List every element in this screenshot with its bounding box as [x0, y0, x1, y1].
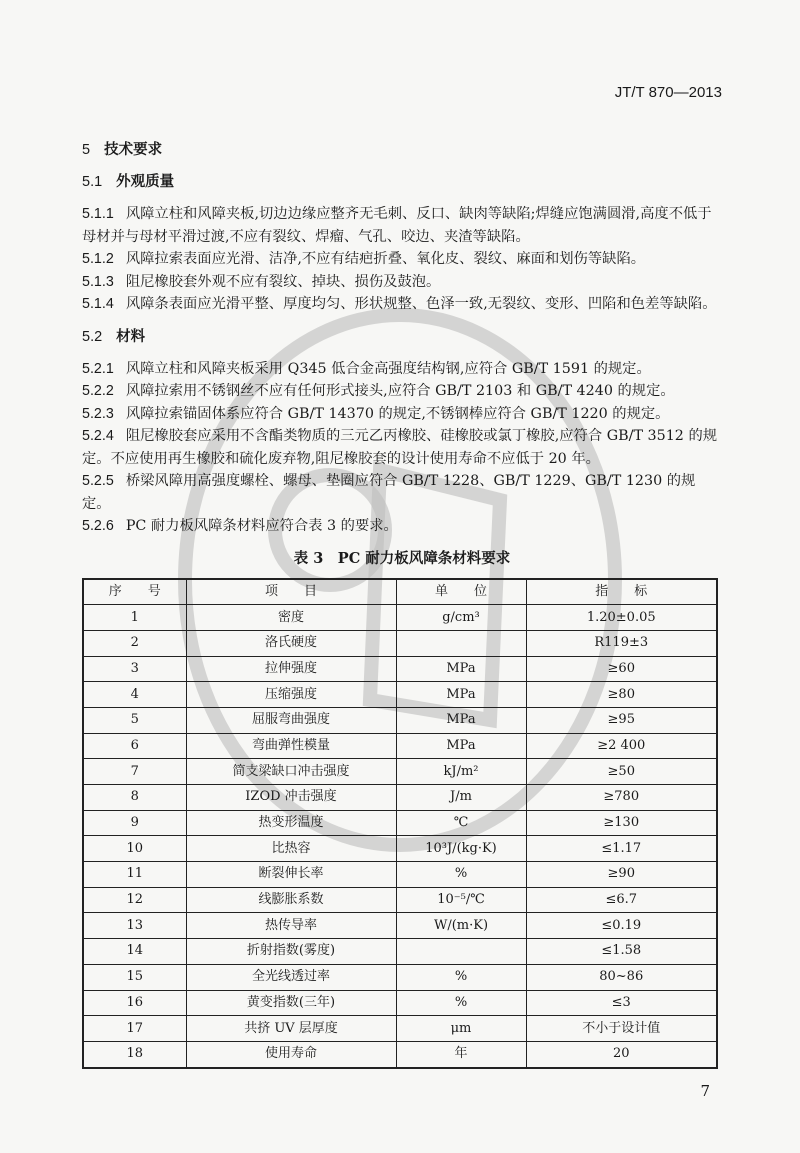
cell-spec: 20 [526, 1041, 717, 1067]
page-number: 7 [700, 1081, 710, 1100]
cell-spec: ≥2 400 [526, 733, 717, 759]
materials-table [82, 578, 718, 1069]
cell-spec: ≥95 [526, 707, 717, 733]
cell-item: 全光线透过率 [186, 964, 396, 990]
cell-unit: % [396, 862, 526, 888]
table-row [83, 682, 717, 708]
cell-no: 11 [83, 862, 186, 888]
cell-no: 4 [83, 682, 186, 708]
cell-unit: % [396, 964, 526, 990]
cell-spec: ≥90 [526, 862, 717, 888]
table-row [83, 913, 717, 939]
table-row [83, 964, 717, 990]
header-unit: 单 位 [396, 579, 526, 605]
table-row [83, 656, 717, 682]
cell-spec: 不小于设计值 [526, 1016, 717, 1042]
section-heading-5-1: 5.1 外观质量 [82, 173, 175, 190]
section-heading-5-2: 5.2 材料 [82, 327, 146, 345]
cell-unit: J/m [396, 785, 526, 811]
cell-no: 6 [83, 733, 186, 759]
header-item: 项 目 [186, 579, 396, 605]
cell-no: 5 [83, 707, 186, 733]
table-row [83, 630, 717, 656]
cell-no: 16 [83, 990, 186, 1016]
cell-unit: MPa [396, 682, 526, 708]
cell-no: 13 [83, 913, 186, 939]
cell-unit [396, 630, 526, 656]
cell-item: 屈服弯曲强度 [186, 707, 396, 733]
cell-no: 12 [83, 887, 186, 913]
cell-spec: ≤1.17 [526, 836, 717, 862]
cell-spec: ≥50 [526, 759, 717, 785]
cell-item: 断裂伸长率 [186, 862, 396, 888]
cell-no: 14 [83, 939, 186, 965]
cell-item: 热变形温度 [186, 810, 396, 836]
table-row [83, 836, 717, 862]
section-heading-5: 5 技术要求 [82, 141, 163, 158]
cell-no: 18 [83, 1041, 186, 1067]
clause: 5.2.6 PC 耐力板风障条材料应符合表 3 的要求。 [82, 518, 398, 534]
cell-unit: 10⁻⁵/℃ [396, 887, 526, 913]
cell-unit: MPa [396, 733, 526, 759]
table-row [83, 785, 717, 811]
cell-item: 压缩强度 [186, 682, 396, 708]
cell-unit: ℃ [396, 810, 526, 836]
cell-no: 3 [83, 656, 186, 682]
clause: 5.1.1 风障立柱和风障夹板,切边边缘应整齐无毛刺、反口、缺肉等缺陷;焊缝应饱满圆滑,高度不低于母材并与母材平滑过渡,不应有裂纹、焊瘤、气孔、咬边、夹渣等缺陷。 [82, 206, 712, 245]
cell-no: 15 [83, 964, 186, 990]
table-row [83, 939, 717, 965]
cell-spec: ≤1.58 [526, 939, 717, 965]
cell-spec: ≥130 [526, 810, 717, 836]
clause: 5.2.5 桥梁风障用高强度螺栓、螺母、垫圈应符合 GB/T 1228、GB/T 1229、GB/T 1230 的规定。 [82, 473, 696, 512]
cell-item: 热传导率 [186, 913, 396, 939]
header-no: 序 号 [83, 579, 186, 605]
cell-unit: kJ/m² [396, 759, 526, 785]
cell-spec: ≤3 [526, 990, 717, 1016]
clause: 5.2.2 风障拉索用不锈钢丝不应有任何形式接头,应符合 GB/T 2103 和 GB/T 4240 的规定。 [82, 383, 675, 399]
cell-spec: ≥60 [526, 656, 717, 682]
cell-unit: MPa [396, 707, 526, 733]
table-row [83, 1016, 717, 1042]
cell-no: 9 [83, 810, 186, 836]
cell-unit: μm [396, 1016, 526, 1042]
clause: 5.2.1 风障立柱和风障夹板采用 Q345 低合金高强度结构钢,应符合 GB/T 1591 的规定。 [82, 360, 651, 377]
cell-no: 1 [83, 605, 186, 631]
table-row [83, 862, 717, 888]
cell-spec: ≥80 [526, 682, 717, 708]
cell-item: 密度 [186, 605, 396, 631]
cell-no: 2 [83, 630, 186, 656]
cell-unit: W/(m·K) [396, 913, 526, 939]
cell-no: 8 [83, 785, 186, 811]
cell-spec: R119±3 [526, 630, 717, 656]
cell-item: 黄变指数(三年) [186, 990, 396, 1016]
table-row [83, 887, 717, 913]
header-spec: 指 标 [526, 579, 717, 605]
cell-item: IZOD 冲击强度 [186, 785, 396, 811]
cell-item: 洛氏硬度 [186, 630, 396, 656]
clause: 5.1.2 风障拉索表面应光滑、洁净,不应有结疤折叠、氧化皮、裂纹、麻面和划伤等缺陷。 [82, 251, 646, 267]
clause: 5.1.3 阻尼橡胶套外观不应有裂纹、掉块、损伤及鼓泡。 [82, 273, 441, 290]
cell-no: 7 [83, 759, 186, 785]
standard-number: JT/T 870—2013 [614, 84, 722, 101]
cell-unit: % [396, 990, 526, 1016]
cell-unit: 年 [396, 1041, 526, 1067]
table-row [83, 733, 717, 759]
table-row [83, 707, 717, 733]
cell-item: 线膨胀系数 [186, 887, 396, 913]
clause: 5.2.4 阻尼橡胶套应采用不含酯类物质的三元乙丙橡胶、硅橡胶或氯丁橡胶,应符合 GB/T 3512 的规定。不应使用再生橡胶和硫化废弃物,阻尼橡胶套的设计使用寿命不应低于 20 年。 [82, 428, 718, 467]
table-caption: 表 3 PC 耐力板风障条材料要求 [293, 549, 511, 567]
cell-no: 10 [83, 836, 186, 862]
table-row [83, 605, 717, 631]
clause: 5.2.3 风障拉索锚固体系应符合 GB/T 14370 的规定,不锈钢棒应符合 GB/T 1220 的规定。 [82, 405, 670, 422]
page-content [82, 83, 722, 1101]
cell-unit [396, 939, 526, 965]
clause: 5.1.4 风障条表面应光滑平整、厚度均匀、形状规整、色泽一致,无裂纹、变形、凹陷和色差等缺陷。 [82, 296, 717, 312]
table-row [83, 990, 717, 1016]
cell-spec: 1.20±0.05 [526, 605, 717, 631]
cell-item: 弯曲弹性模量 [186, 733, 396, 759]
cell-spec: ≤6.7 [526, 887, 717, 913]
table-row [83, 759, 717, 785]
cell-spec: ≤0.19 [526, 913, 717, 939]
cell-item: 使用寿命 [186, 1041, 396, 1067]
cell-item: 拉伸强度 [186, 656, 396, 682]
table-header-row [83, 579, 717, 605]
cell-unit: 10³J/(kg·K) [396, 836, 526, 862]
cell-no: 17 [83, 1016, 186, 1042]
table-row [83, 810, 717, 836]
cell-unit: MPa [396, 656, 526, 682]
cell-item: 共挤 UV 层厚度 [186, 1016, 396, 1042]
cell-spec: ≥780 [526, 785, 717, 811]
cell-item: 比热容 [186, 836, 396, 862]
cell-item: 简支梁缺口冲击强度 [186, 759, 396, 785]
cell-unit: g/cm³ [396, 605, 526, 631]
cell-spec: 80~86 [526, 964, 717, 990]
table-row [83, 1041, 717, 1067]
cell-item: 折射指数(雾度) [186, 939, 396, 965]
